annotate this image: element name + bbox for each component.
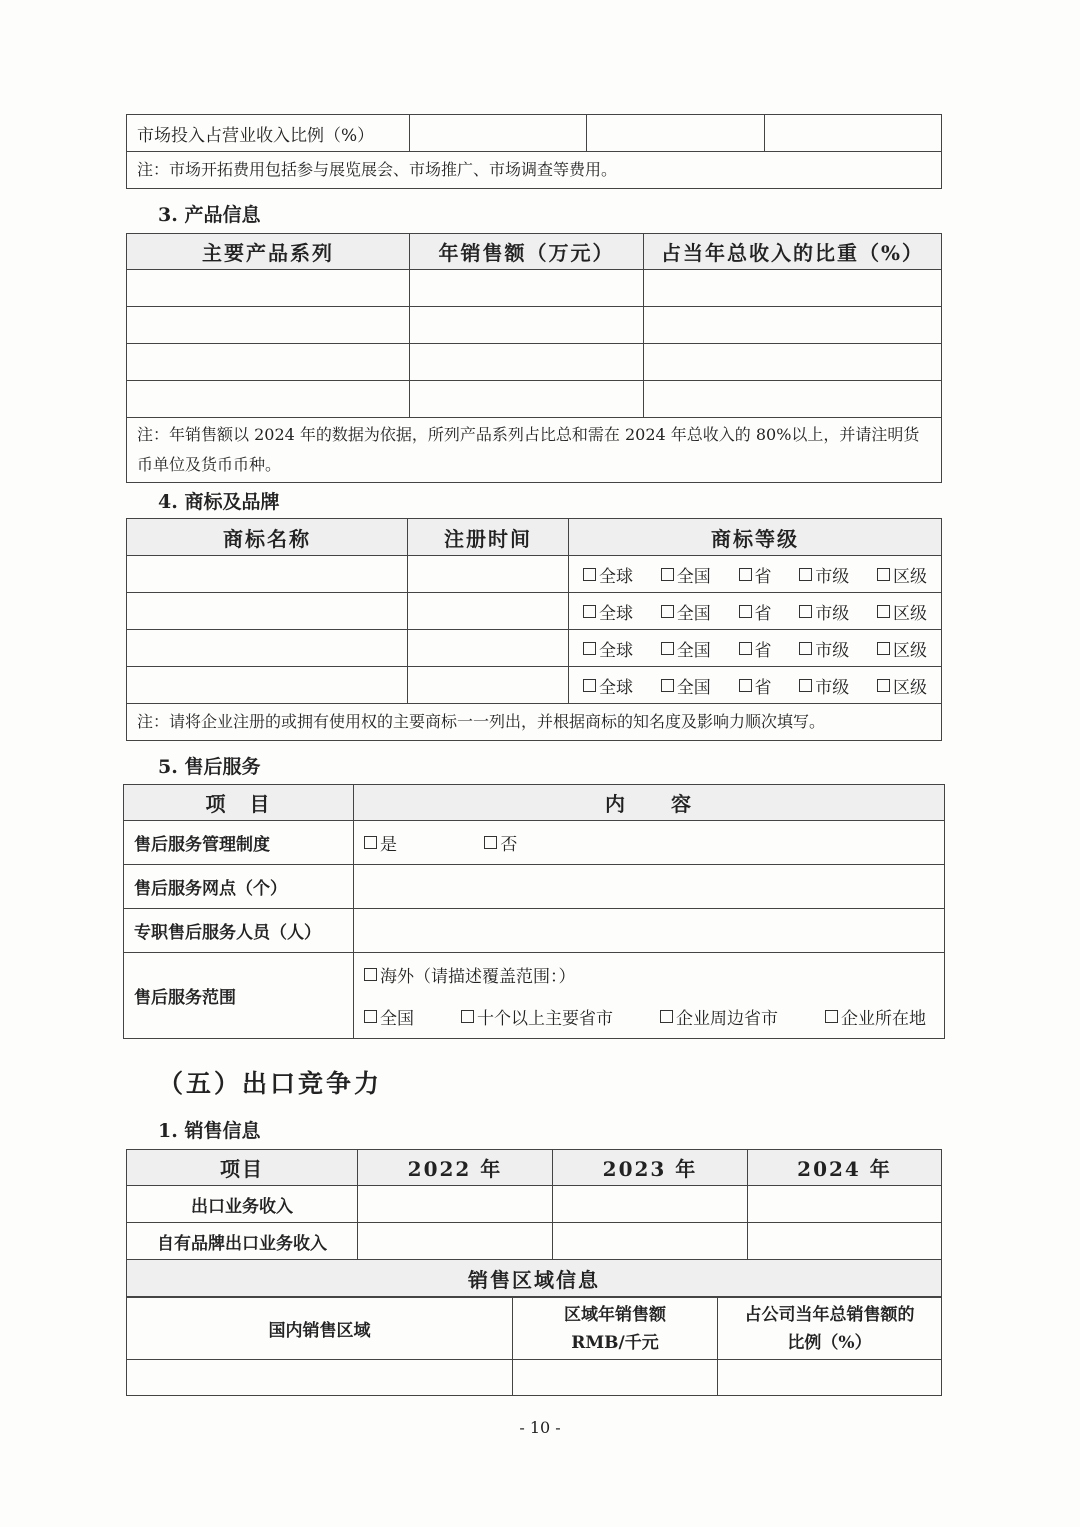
trademark-date-cell[interactable] bbox=[408, 556, 569, 593]
aftersales-no-checkbox[interactable]: 否 bbox=[484, 830, 517, 855]
aftersales-scope-options bbox=[354, 953, 945, 1039]
export-row-label: 自有品牌出口业务收入 bbox=[127, 1223, 358, 1260]
trademark-header-date: 注册时间 bbox=[408, 519, 569, 556]
products-cell[interactable] bbox=[127, 307, 410, 344]
level-checkbox-global[interactable]: 全球 bbox=[583, 599, 633, 624]
trademark-date-cell[interactable] bbox=[408, 593, 569, 630]
level-checkbox-province[interactable]: 省 bbox=[739, 636, 772, 661]
level-checkbox-city[interactable]: 市级 bbox=[799, 673, 849, 698]
trademark-name-cell[interactable] bbox=[127, 667, 408, 704]
region-cell[interactable] bbox=[513, 1360, 718, 1396]
trademark-name-cell[interactable] bbox=[127, 630, 408, 667]
level-checkbox-province[interactable]: 省 bbox=[739, 562, 772, 587]
products-note: 注：年销售额以 2024 年的数据为依据，所列产品系列占比总和需在 2024 年总收入的 80%以上，并请注明货币单位及货币币种。 bbox=[127, 418, 942, 483]
trademark-date-cell[interactable] bbox=[408, 630, 569, 667]
aftersales-outlets-label: 售后服务网点（个） bbox=[124, 865, 354, 909]
market-ratio-table bbox=[126, 114, 942, 189]
export-section-title: （五）出口竞争力 bbox=[158, 1069, 383, 1098]
scope-national-checkbox[interactable]: 全国 bbox=[364, 1004, 414, 1029]
products-cell[interactable] bbox=[127, 344, 410, 381]
trademark-table bbox=[126, 518, 942, 741]
region-info-title: 销售区域信息 bbox=[127, 1260, 942, 1297]
level-checkbox-global[interactable]: 全球 bbox=[583, 673, 633, 698]
level-checkbox-district[interactable]: 区级 bbox=[877, 599, 927, 624]
level-checkbox-national[interactable]: 全国 bbox=[661, 599, 711, 624]
products-header-sales: 年销售额（万元） bbox=[410, 234, 644, 270]
aftersales-staff-input[interactable] bbox=[354, 909, 945, 953]
export-cell[interactable] bbox=[748, 1186, 942, 1223]
region-table bbox=[126, 1297, 942, 1396]
aftersales-system-label: 售后服务管理制度 bbox=[124, 821, 354, 865]
scope-overseas-checkbox[interactable]: 海外（请描述覆盖范围：） bbox=[364, 962, 576, 987]
export-header-item: 项目 bbox=[127, 1150, 358, 1186]
region-header-ratio: 占公司当年总销售额的 比例（%） bbox=[718, 1298, 942, 1360]
trademark-row bbox=[127, 556, 942, 593]
aftersales-yes-checkbox[interactable]: 是 bbox=[364, 830, 397, 855]
aftersales-heading: 5. 售后服务 bbox=[158, 756, 261, 778]
trademark-heading: 4. 商标及品牌 bbox=[158, 491, 280, 513]
aftersales-table bbox=[123, 784, 945, 1039]
products-cell[interactable] bbox=[410, 381, 644, 418]
sales-info-heading: 1. 销售信息 bbox=[158, 1120, 261, 1142]
aftersales-outlets-input[interactable] bbox=[354, 865, 945, 909]
scope-major-provinces-checkbox[interactable]: 十个以上主要省市 bbox=[461, 1004, 613, 1029]
scope-nearby-provinces-checkbox[interactable]: 企业周边省市 bbox=[660, 1004, 778, 1029]
aftersales-scope-label: 售后服务范围 bbox=[124, 953, 354, 1039]
products-table bbox=[126, 233, 942, 483]
trademark-level-cell bbox=[569, 667, 942, 704]
products-cell[interactable] bbox=[644, 381, 942, 418]
level-checkbox-district[interactable]: 区级 bbox=[877, 636, 927, 661]
products-cell[interactable] bbox=[127, 381, 410, 418]
trademark-level-cell bbox=[569, 630, 942, 667]
export-cell[interactable] bbox=[358, 1186, 553, 1223]
aftersales-staff-label: 专职售后服务人员（人） bbox=[124, 909, 354, 953]
export-cell[interactable] bbox=[358, 1223, 553, 1260]
region-cell[interactable] bbox=[127, 1360, 513, 1396]
level-checkbox-national[interactable]: 全国 bbox=[661, 562, 711, 587]
trademark-level-cell bbox=[569, 556, 942, 593]
market-note: 注：市场开拓费用包括参与展览展会、市场推广、市场调查等费用。 bbox=[127, 152, 942, 189]
trademark-header-level: 商标等级 bbox=[569, 519, 942, 556]
level-checkbox-city[interactable]: 市级 bbox=[799, 599, 849, 624]
scope-local-checkbox[interactable]: 企业所在地 bbox=[825, 1004, 926, 1029]
products-header-series: 主要产品系列 bbox=[127, 234, 410, 270]
trademark-row bbox=[127, 667, 942, 704]
aftersales-header-content: 内 容 bbox=[354, 785, 945, 821]
trademark-level-cell bbox=[569, 593, 942, 630]
level-checkbox-city[interactable]: 市级 bbox=[799, 562, 849, 587]
trademark-date-cell[interactable] bbox=[408, 667, 569, 704]
export-sales-table bbox=[126, 1149, 942, 1297]
products-cell[interactable] bbox=[127, 270, 410, 307]
trademark-name-cell[interactable] bbox=[127, 556, 408, 593]
products-header-share: 占当年总收入的比重（%） bbox=[644, 234, 942, 270]
trademark-header-name: 商标名称 bbox=[127, 519, 408, 556]
products-cell[interactable] bbox=[410, 344, 644, 381]
region-header-sales: 区域年销售额 RMB/千元 bbox=[513, 1298, 718, 1360]
level-checkbox-city[interactable]: 市级 bbox=[799, 636, 849, 661]
trademark-row bbox=[127, 593, 942, 630]
trademark-note: 注：请将企业注册的或拥有使用权的主要商标一一列出，并根据商标的知名度及影响力顺次填写。 bbox=[127, 704, 942, 741]
products-heading: 3. 产品信息 bbox=[158, 204, 261, 226]
level-checkbox-national[interactable]: 全国 bbox=[661, 636, 711, 661]
aftersales-system-options bbox=[354, 821, 945, 865]
trademark-row bbox=[127, 630, 942, 667]
export-row-label: 出口业务收入 bbox=[127, 1186, 358, 1223]
export-header-2022: 2022 年 bbox=[358, 1150, 553, 1186]
export-cell[interactable] bbox=[553, 1186, 748, 1223]
products-cell[interactable] bbox=[644, 270, 942, 307]
market-ratio-2022-cell[interactable] bbox=[410, 115, 587, 152]
market-ratio-2024-cell[interactable] bbox=[765, 115, 942, 152]
region-header-domestic: 国内销售区域 bbox=[127, 1298, 513, 1360]
export-cell[interactable] bbox=[553, 1223, 748, 1260]
aftersales-header-item: 项 目 bbox=[124, 785, 354, 821]
products-cell[interactable] bbox=[410, 307, 644, 344]
export-cell[interactable] bbox=[748, 1223, 942, 1260]
region-cell[interactable] bbox=[718, 1360, 942, 1396]
products-cell[interactable] bbox=[644, 344, 942, 381]
page-number: - 10 - bbox=[519, 1418, 561, 1437]
export-header-2024: 2024 年 bbox=[748, 1150, 942, 1186]
level-checkbox-district[interactable]: 区级 bbox=[877, 673, 927, 698]
market-ratio-2023-cell[interactable] bbox=[587, 115, 765, 152]
products-cell[interactable] bbox=[644, 307, 942, 344]
export-header-2023: 2023 年 bbox=[553, 1150, 748, 1186]
market-ratio-label: 市场投入占营业收入比例（%） bbox=[127, 115, 410, 152]
level-checkbox-national[interactable]: 全国 bbox=[661, 673, 711, 698]
level-checkbox-district[interactable]: 区级 bbox=[877, 562, 927, 587]
level-checkbox-global[interactable]: 全球 bbox=[583, 562, 633, 587]
level-checkbox-province[interactable]: 省 bbox=[739, 673, 772, 698]
products-cell[interactable] bbox=[410, 270, 644, 307]
level-checkbox-global[interactable]: 全球 bbox=[583, 636, 633, 661]
trademark-name-cell[interactable] bbox=[127, 593, 408, 630]
level-checkbox-province[interactable]: 省 bbox=[739, 599, 772, 624]
